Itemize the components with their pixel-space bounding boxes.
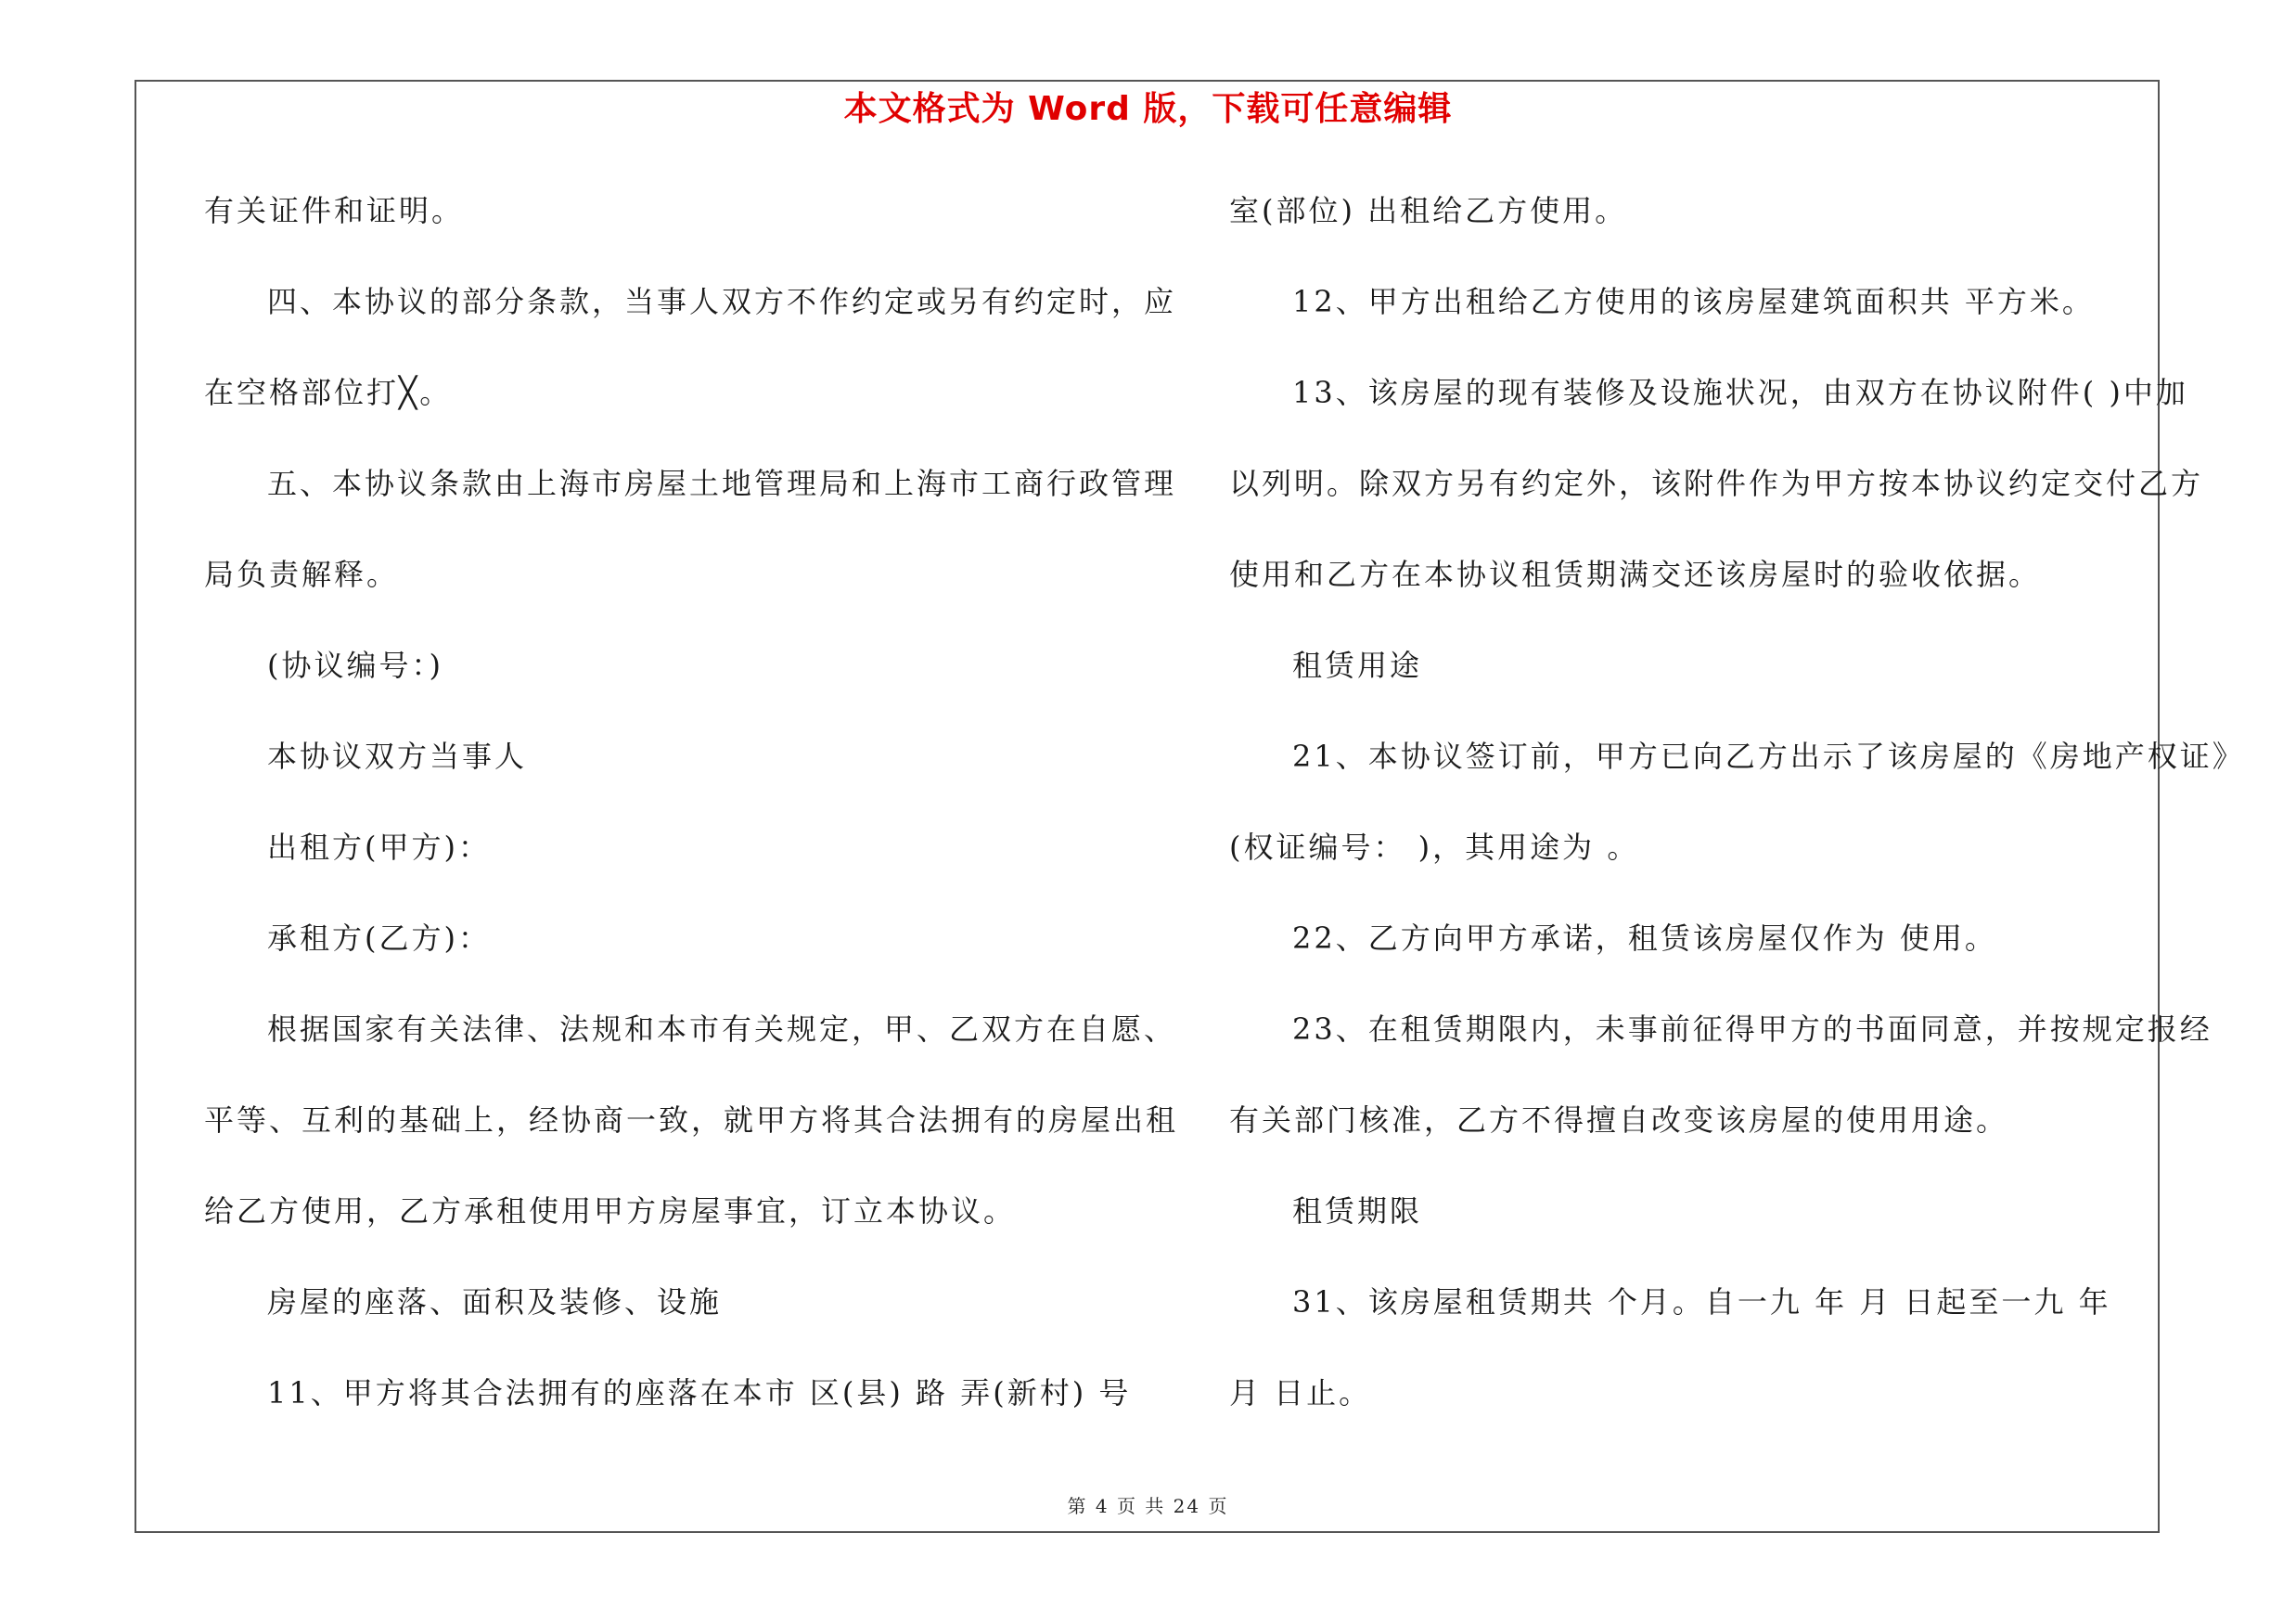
text-line: 月 日止。	[1229, 1375, 1372, 1410]
text-line: 在空格部位打╳。	[204, 375, 453, 410]
text-line: 局负责解释。	[204, 557, 400, 592]
text-line: 11、甲方将其合法拥有的座落在本市 区(县) 路 弄(新村) 号	[267, 1375, 1132, 1410]
text-line: 出租方(甲方)：	[267, 830, 491, 865]
text-line: 有关证件和证明。	[204, 193, 465, 228]
text-line: 平等、互利的基础上，经协商一致，就甲方将其合法拥有的房屋出租	[204, 1102, 1179, 1138]
word-format-banner: 本文格式为 Word 版，下载可任意编辑	[843, 90, 1453, 128]
text-line: 承租方(乙方)：	[267, 921, 491, 956]
text-line: 有关部门核准，乙方不得擅自改变该房屋的使用用途。	[1229, 1102, 2009, 1138]
text-line: (协议编号：)	[267, 648, 443, 683]
text-line: 21、本协议签订前，甲方已向乙方出示了该房屋的《房地产权证》	[1292, 739, 2245, 774]
page-number-footer: 第 4 页 共 24 页	[1067, 1495, 1229, 1517]
text-line: 使用和乙方在本协议租赁期满交还该房屋时的验收依据。	[1229, 557, 2042, 592]
text-line: 根据国家有关法律、法规和本市有关规定，甲、乙双方在自愿、	[267, 1011, 1177, 1047]
text-line: 室(部位) 出租给乙方使用。	[1229, 193, 1628, 228]
text-line: 以列明。除双方另有约定外，该附件作为甲方按本协议约定交付乙方	[1229, 466, 2204, 501]
text-line: 22、乙方向甲方承诺，租赁该房屋仅作为 使用。	[1292, 921, 1997, 956]
text-line: 房屋的座落、面积及装修、设施	[267, 1284, 723, 1320]
text-line: 13、该房屋的现有装修及设施状况，由双方在协议附件( )中加	[1292, 375, 2188, 410]
text-line: 本协议双方当事人	[267, 739, 528, 774]
text-line: 给乙方使用，乙方承租使用甲方房屋事宜，订立本协议。	[204, 1193, 1017, 1229]
left-text-column	[204, 182, 1179, 1455]
text-line: 租赁期限	[1292, 1193, 1423, 1229]
text-line: 五、本协议条款由上海市房屋土地管理局和上海市工商行政管理	[267, 466, 1177, 501]
text-line: 租赁用途	[1292, 648, 1423, 683]
right-text-column	[1229, 182, 2245, 1455]
text-line: 31、该房屋租赁期共 个月。自一九 年 月 日起至一九 年	[1292, 1284, 2111, 1320]
text-line: 四、本协议的部分条款，当事人双方不作约定或另有约定时，应	[267, 284, 1177, 319]
text-line: 12、甲方出租给乙方使用的该房屋建筑面积共 平方米。	[1292, 284, 2095, 319]
text-line: (权证编号： )，其用途为 。	[1229, 830, 1640, 865]
text-line: 23、在租赁期限内，未事前征得甲方的书面同意，并按规定报经	[1292, 1011, 2213, 1047]
